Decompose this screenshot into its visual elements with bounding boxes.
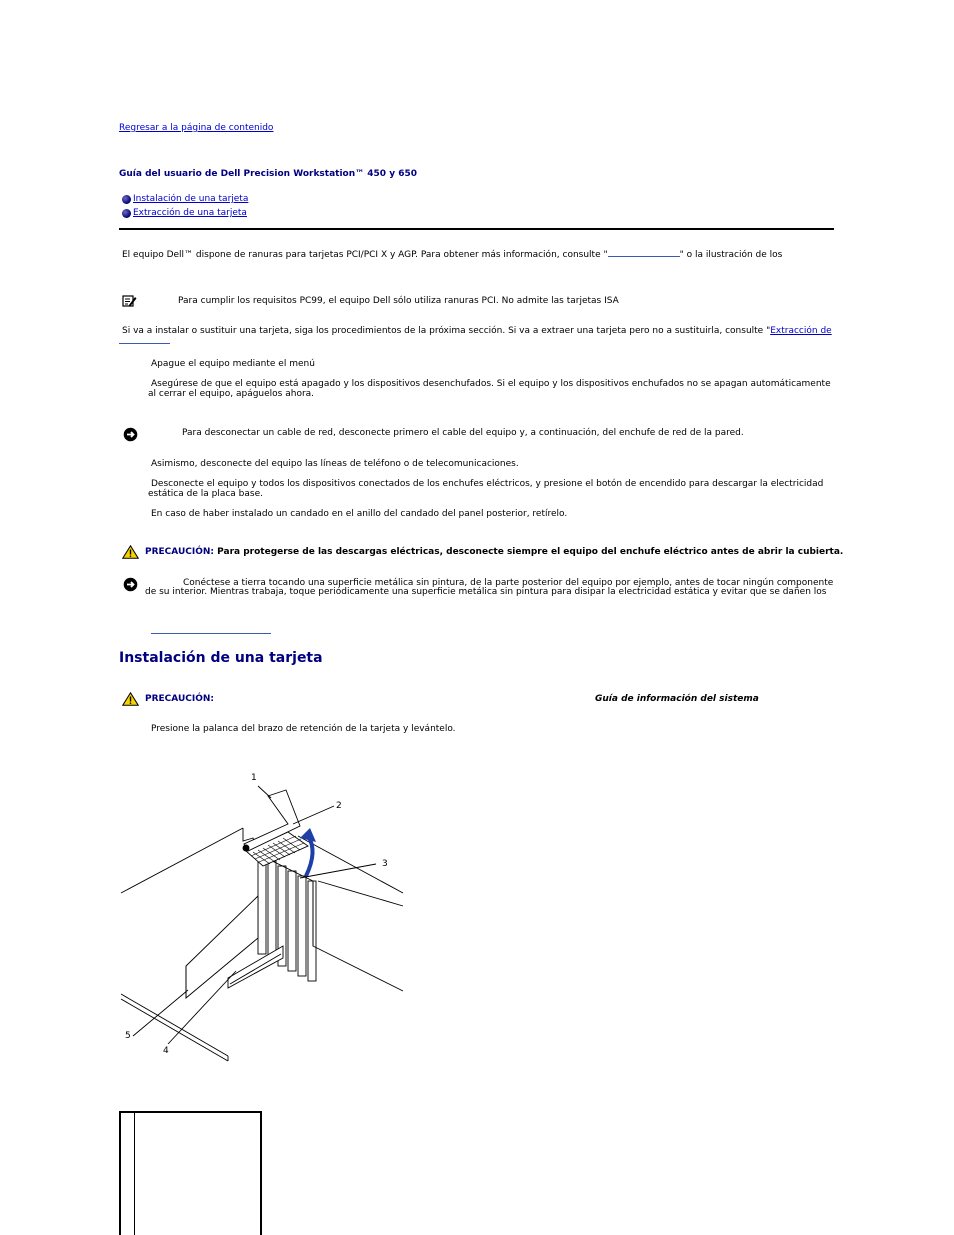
table-right-border	[260, 1111, 262, 1235]
callout-4: 4	[163, 1046, 169, 1056]
toc-link-remove[interactable]: Extracción de una tarjeta	[133, 208, 247, 218]
step-press-lever: Presione la palanca del brazo de retención de la tarjeta y levántelo.	[151, 724, 456, 734]
caution-icon	[122, 692, 139, 706]
divider	[119, 228, 834, 230]
step-shutdown: Apague el equipo mediante el menú	[151, 359, 315, 369]
empty-link-underline[interactable]	[151, 633, 271, 634]
notice-ground-line2: de su interior. Mientras trabaja, toque periódicamente una superficie metálica sin pintura para disipar la electricidad estática y evitar que se dañen los	[145, 587, 827, 597]
step-check-off-line1: Asegúrese de que el equipo está apagado y los dispositivos desenchufados. Si el equipo y los dispositivos enchufados no se apagan automáticamente	[151, 379, 831, 389]
intro-text-before: El equipo Dell™ dispone de ranuras para tarjetas PCI/PCI X y AGP. Para obtener más información, consulte "	[122, 250, 608, 260]
caution-shock	[145, 547, 843, 557]
callout-2: 2	[336, 801, 342, 811]
notice-network-text: Para desconectar un cable de red, desconecte primero el cable del equipo y, a continuación, del enchufe de red de la pared.	[182, 428, 744, 438]
table-top-border	[119, 1111, 262, 1113]
caution-label: PRECAUCIÓN:	[145, 547, 215, 557]
intro-text-after: " o la ilustración de los	[679, 250, 783, 260]
step-telecom: Asimismo, desconecte del equipo las líneas de teléfono o de telecomunicaciones.	[151, 459, 519, 469]
callout-1: 1	[251, 773, 257, 783]
note-text: Para cumplir los requisitos PC99, el equipo Dell sólo utiliza ranuras PCI. No admite las tarjetas ISA	[178, 296, 619, 306]
notice-ground-line1: Conéctese a tierra tocando una superficie metálica sin pintura, de la parte posterior del equipo por ejemplo, antes de tocar ningún componente	[183, 578, 834, 588]
caution-shock-text: Para protegerse de las descargas eléctricas, desconecte siempre el equipo del enchufe eléctrico antes de abrir la cubierta.	[217, 547, 844, 557]
empty-reference-link[interactable]	[608, 248, 680, 257]
step-unplug-line2: estática de la placa base.	[148, 489, 263, 499]
table-left-border	[119, 1111, 121, 1235]
card-retention-illustration	[118, 766, 408, 1066]
back-to-contents-link[interactable]: Regresar a la página de contenido	[119, 123, 274, 133]
intro-paragraph	[122, 248, 782, 260]
toc-link-install[interactable]: Instalación de una tarjeta	[133, 194, 249, 204]
notice-icon	[123, 577, 138, 592]
step-padlock: En caso de haber instalado un candado en el anillo del candado del panel posterior, retírelo.	[151, 509, 568, 519]
step-check-off-line2: al cerrar el equipo, apáguelos ahora.	[148, 389, 315, 399]
guide-title: Guía del usuario de Dell Precision Workstation™ 450 y 650	[119, 169, 417, 179]
note-icon	[122, 294, 137, 308]
install-paragraph-text: Si va a instalar o sustituir una tarjeta, siga los procedimientos de la próxima sección. Si va a extraer una tarjeta pero no a sustituirla, consulte "	[122, 326, 771, 336]
notice-icon	[123, 427, 138, 442]
caution-icon	[122, 545, 139, 559]
section-heading-install: Instalación de una tarjeta	[119, 650, 323, 666]
bullet-icon	[122, 195, 131, 204]
removal-link-continuation[interactable]	[119, 343, 170, 344]
system-info-guide-ref: Guía de información del sistema	[595, 694, 759, 704]
bullet-icon	[122, 209, 131, 218]
install-paragraph	[122, 326, 832, 336]
caution-label-2: PRECAUCIÓN:	[145, 694, 215, 704]
step-unplug-line1: Desconecte el equipo y todos los dispositivos conectados de los enchufes eléctricos, y presione el botón de encendido para descargar la electricidad	[151, 479, 824, 489]
table-column-divider	[134, 1113, 135, 1235]
callout-5: 5	[125, 1031, 131, 1041]
removal-section-link[interactable]: Extracción de	[770, 326, 832, 336]
callout-3: 3	[382, 859, 388, 869]
